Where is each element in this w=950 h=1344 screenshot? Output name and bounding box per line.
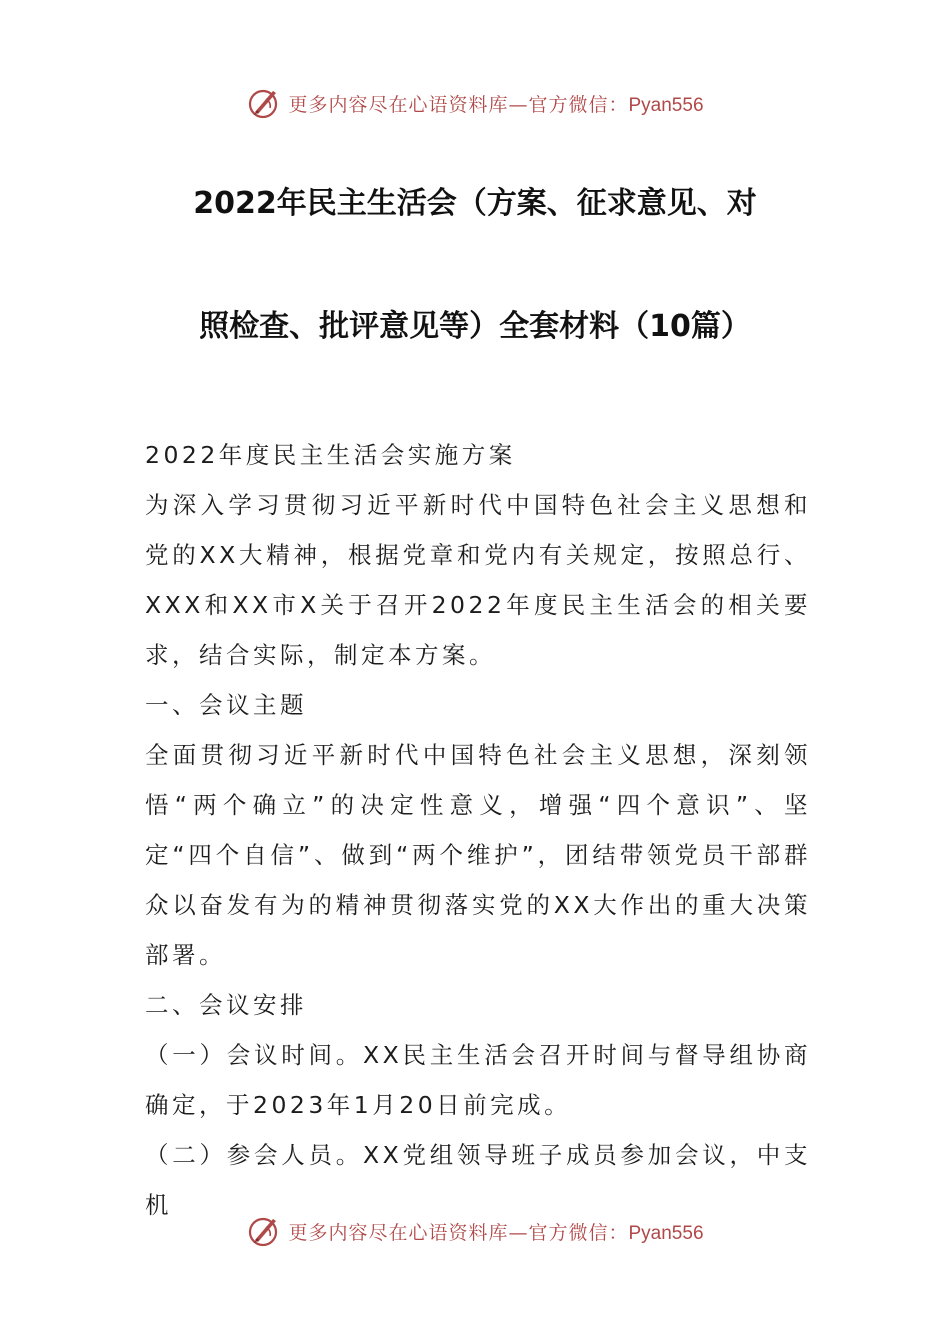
document-title-line-1: 2022年民主生活会（方案、征求意见、对 [193,186,757,221]
watermark-text: 更多内容尽在心语资料库—官方微信：Pyan556 [288,1221,704,1244]
item-1-paragraph: （一）会议时间。XX民主生活会召开时间与督导组协商确定，于2023年1月20日前完成。 [145,1041,811,1119]
section-heading: 2022年度民主生活会实施方案 [145,441,516,469]
item-2-paragraph: （二）参会人员。XX党组领导班子成员参加会议，中支机 [145,1141,811,1219]
section-1-title: 一、会议主题 [145,691,307,719]
footer-watermark [0,1211,950,1251]
quill-logo-icon [246,1213,282,1249]
document-title-line-2: 照检查、批评意见等）全套材料（10篇） [199,309,751,344]
section-2-title: 二、会议安排 [145,991,307,1019]
header-watermark [0,83,950,123]
document-body [145,430,811,1230]
section-1-paragraph: 全面贯彻习近平新时代中国特色社会主义思想，深刻领悟“两个确立”的决定性意义，增强“四个意识”、坚定“四个自信”、做到“两个维护”，团结带领党员干部群众以奋发有为的精神贯彻落实党的XX大作出的重大决策部署。 [145,741,811,969]
intro-paragraph: 为深入学习贯彻习近平新时代中国特色社会主义思想和党的XX大精神，根据党章和党内有关规定，按照总行、XXX和XX市X关于召开2022年度民主生活会的相关要求，结合实际，制定本方案。 [145,491,811,669]
watermark-text: 更多内容尽在心语资料库—官方微信：Pyan556 [288,93,704,116]
quill-logo-icon [246,85,282,121]
